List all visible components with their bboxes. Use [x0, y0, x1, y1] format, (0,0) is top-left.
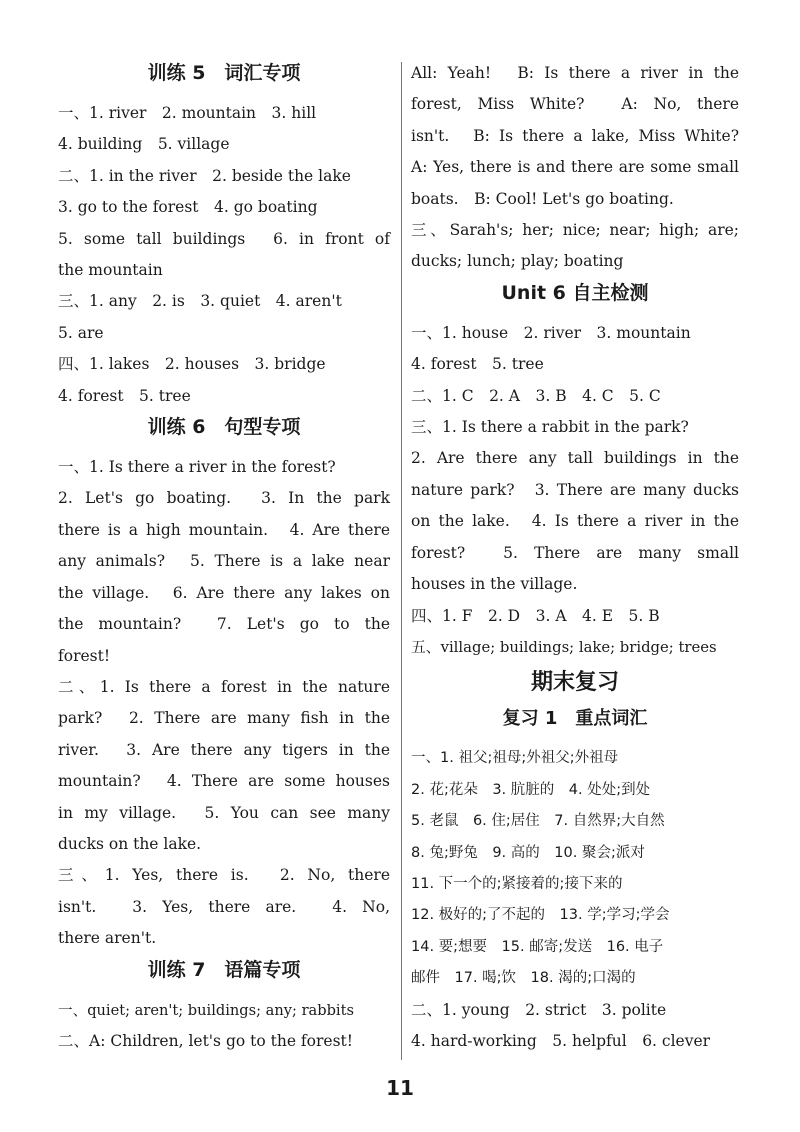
answer-line: 三、1. Yes, there is. 2. No, there: [58, 866, 390, 885]
page-number: 11: [386, 1076, 414, 1100]
answer-line: forest!: [58, 646, 111, 665]
answer-line: in my village. 5. You can see many: [58, 803, 390, 822]
answer-line: 8. 兔;野兔 9. 高的 10. 聚会;派对: [411, 844, 645, 861]
answer-line: A: Yes, there is and there are some small: [411, 158, 739, 177]
answer-line: mountain? 4. There are some houses: [58, 772, 390, 791]
answer-line: 二、1. in the river 2. beside the lake: [58, 166, 351, 185]
answer-line: 4. forest 5. tree: [58, 386, 191, 405]
answer-line: 二、1. Is there a forest in the nature: [58, 677, 390, 696]
answer-line: 11. 下一个的;紧接着的;接下来的: [411, 875, 623, 892]
answer-line: 5. some tall buildings 6. in front of: [58, 229, 390, 248]
answer-line: 一、1. river 2. mountain 3. hill: [58, 104, 317, 122]
answer-line: 2. Are there any tall buildings in the: [411, 449, 739, 468]
unit-6-answers: [411, 318, 739, 663]
answer-line: boats. B: Cool! Let's go boating.: [411, 189, 674, 208]
section-title-training-7: 训练 7 语篇专项: [147, 958, 301, 981]
answer-line: the mountain: [58, 261, 163, 280]
answer-line: 三、1. Is there a rabbit in the park?: [411, 418, 689, 437]
answer-line: 3. go to the forest 4. go boating: [58, 198, 318, 217]
answer-line: isn't. 3. Yes, there are. 4. No,: [58, 897, 390, 916]
answer-line: 12. 极好的;了不起的 13. 学;学习;学会: [411, 907, 670, 924]
dialogue-continuation: [411, 58, 739, 278]
answer-line: forest? 5. There are many small: [411, 543, 739, 562]
answer-line: All: Yeah! B: Is there a river in the: [411, 64, 739, 82]
answer-line: 二、1. C 2. A 3. B 4. C 5. C: [411, 386, 661, 405]
answer-line: on the lake. 4. Is there a river in the: [411, 512, 739, 531]
answer-line: the village. 6. Are there any lakes on: [58, 583, 390, 602]
section-title-training-5: 训练 5 词汇专项: [147, 62, 301, 84]
answer-line: there aren't.: [58, 929, 157, 948]
answer-line: 一、1. 祖父;祖母;外祖父;外祖母: [411, 750, 619, 767]
review-1-answers: [411, 743, 739, 1057]
answer-line: ducks on the lake.: [58, 834, 202, 853]
answer-line: 五、village; buildings; lake; bridge; trees: [411, 638, 717, 656]
answer-line: 四、1. lakes 2. houses 3. bridge: [58, 355, 326, 374]
section-title-unit-6-test: Unit 6 自主检测: [501, 281, 649, 304]
answer-line: isn't. B: Is there a lake, Miss White?: [411, 126, 739, 145]
left-column: [58, 58, 390, 1057]
answer-line: 邮件 17. 喝;饮 18. 渴的;口渴的: [411, 970, 636, 987]
answer-line: 三、1. any 2. is 3. quiet 4. aren't: [58, 292, 342, 311]
answer-line: river. 3. Are there any tigers in the: [58, 740, 390, 759]
answer-line: 5. 老鼠 6. 住;居住 7. 自然界;大自然: [411, 813, 665, 830]
answer-line: ducks; lunch; play; boating: [411, 252, 624, 271]
answer-line: 5. are: [58, 323, 104, 342]
column-divider: [401, 62, 402, 1060]
section-title-review-1: 复习 1 重点词汇: [502, 708, 648, 730]
answer-line: 四、1. F 2. D 3. A 4. E 5. B: [411, 606, 660, 625]
training-7-answers: [58, 995, 390, 1058]
answer-line: 一、1. house 2. river 3. mountain: [411, 323, 691, 342]
answer-line: 三、Sarah's; her; nice; near; high; are;: [411, 221, 739, 240]
answer-line: there is a high mountain. 4. Are there: [58, 520, 390, 539]
answer-line: any animals? 5. There is a lake near: [58, 552, 390, 571]
right-column: [411, 58, 739, 1057]
section-title-final-review: 期末复习: [530, 670, 619, 696]
answer-line: 2. 花;花朵 3. 肮脏的 4. 处处;到处: [411, 781, 651, 798]
training-6-answers: [58, 452, 390, 955]
answer-line: 一、1. Is there a river in the forest?: [58, 458, 336, 477]
answer-line: nature park? 3. There are many ducks: [411, 480, 739, 499]
answer-line: 一、quiet; aren't; buildings; any; rabbits: [58, 1001, 354, 1019]
section-title-training-6: 训练 6 句型专项: [147, 416, 301, 439]
answer-line: 4. forest 5. tree: [411, 355, 544, 374]
answer-line: the mountain? 7. Let's go to the: [58, 615, 390, 634]
answer-line: 二、A: Children, let's go to the forest!: [58, 1031, 353, 1050]
answer-line: 4. hard-working 5. helpful 6. clever: [411, 1031, 711, 1050]
answer-line: forest, Miss White? A: No, there: [411, 95, 739, 114]
answer-line: 二、1. young 2. strict 3. polite: [411, 1000, 667, 1019]
answer-line: 14. 要;想要 15. 邮寄;发送 16. 电子: [411, 938, 664, 955]
answer-line: 2. Let's go boating. 3. In the park: [58, 489, 390, 508]
answer-line: park? 2. There are many fish in the: [58, 709, 390, 728]
answer-line: 4. building 5. village: [58, 135, 230, 154]
answer-line: houses in the village.: [411, 575, 578, 594]
training-5-answers: [58, 98, 390, 412]
